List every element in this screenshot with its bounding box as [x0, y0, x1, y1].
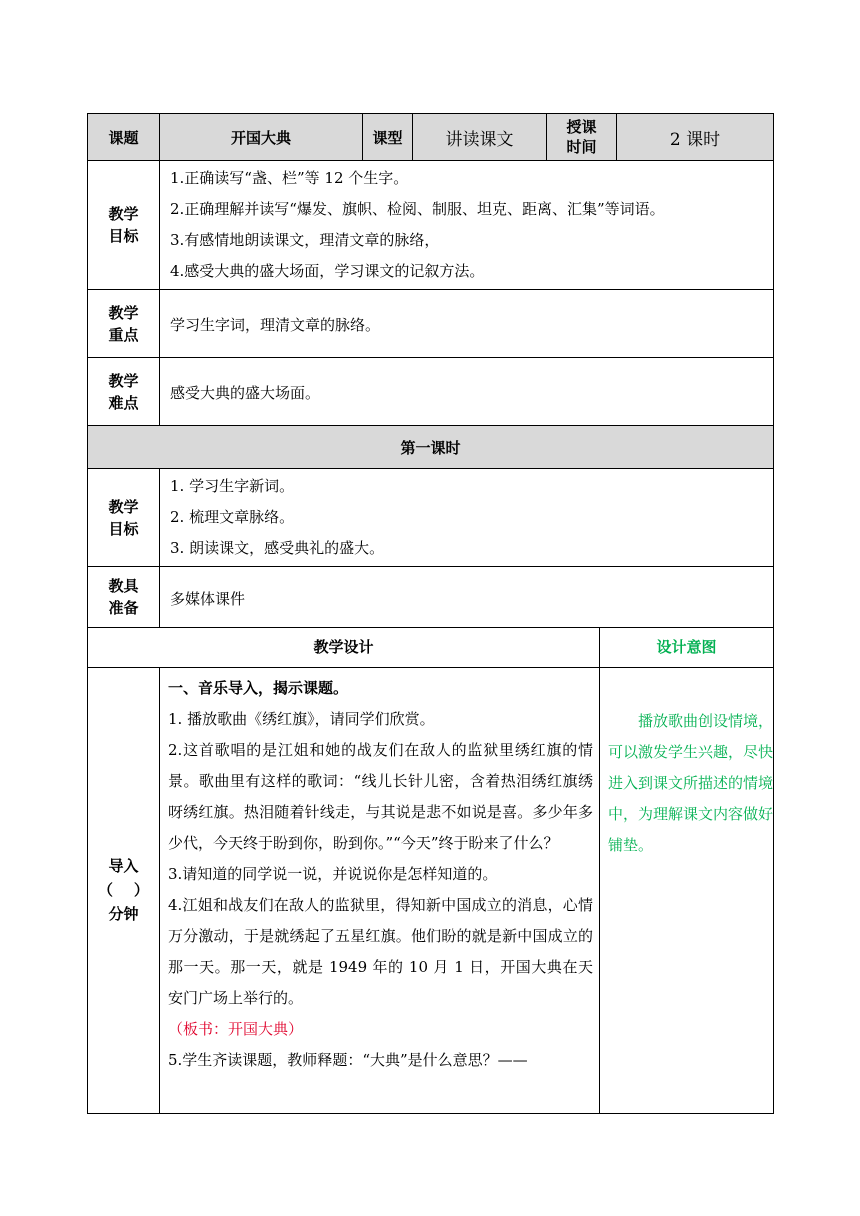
- lesson1-goals-content: [160, 469, 774, 567]
- design-heading: 一、音乐导入，揭示课题。: [168, 678, 349, 697]
- focus-label: [88, 290, 160, 358]
- tools-label-1: 教具: [108, 577, 139, 595]
- design-paragraph: 2.这首歌唱的是江姐和她的战友们在敌人的监狱里绣红旗的情景。歌曲里有这样的歌词：“线儿长针儿密，含着热泪绣红旗绣呀绣红旗。热泪随着针线走，与其说是悲不如说是喜。多少年多少代，今天终于盼到你，盼到你。”“今天”终于盼来了什么？: [168, 740, 594, 852]
- type-label: 课型: [363, 114, 413, 161]
- goals-label-1: 教学: [108, 205, 139, 223]
- tools-content: 多媒体课件: [160, 567, 774, 628]
- focus-row: [88, 290, 774, 358]
- lesson1-goals-label-1: 教学: [108, 497, 139, 516]
- design-paragraph: 1. 播放歌曲《绣红旗》，请同学们欣赏。: [168, 709, 435, 728]
- difficulty-row: [88, 358, 774, 426]
- goal-item: 3.有感情地朗读课文，理清文章的脉络，: [170, 231, 440, 249]
- lesson1-title: 第一课时: [88, 426, 774, 469]
- lesson1-goal-item: 3. 朗读课文，感受典礼的盛大。: [170, 539, 385, 557]
- design-body-row: [88, 667, 774, 1113]
- difficulty-content: 感受大典的盛大场面。: [160, 358, 774, 426]
- design-table: [87, 627, 774, 1114]
- intent-content: 播放歌曲创设情境，可以激发学生兴趣，尽快进入到课文所描述的情境中，为理解课文内容做好铺垫。: [600, 667, 774, 1113]
- type-value: 讲读课文: [413, 114, 547, 161]
- design-paragraph: 3.请知道的同学说一说，并说说你是怎样知道的。: [168, 864, 498, 883]
- lesson1-goals-row: [88, 469, 774, 567]
- lesson-plan-page: [87, 113, 773, 1114]
- design-header: 教学设计: [88, 627, 600, 667]
- lesson1-goal-item: 2. 梳理文章脉络。: [170, 508, 295, 526]
- topic-value: 开国大典: [160, 114, 363, 161]
- design-paragraph: 4.江姐和战友们在敌人的监狱里，得知新中国成立的消息，心情万分激动，于是就绣起了五星红旗。他们盼的就是新中国成立的那一天。那一天，就是 1949 年的 10 月 1 日，开国大典在天安门广场上举行的。: [168, 895, 594, 1007]
- goal-item: 4.感受大典的盛大场面，学习课文的记叙方法。: [170, 262, 485, 280]
- hours-label: [547, 114, 617, 161]
- difficulty-label: [88, 358, 160, 426]
- goals-row: [88, 161, 774, 290]
- header-row: [88, 114, 774, 161]
- intro-label-1: 导入: [108, 857, 139, 875]
- hours-label-line1: 授课: [566, 118, 597, 136]
- design-content: [160, 667, 600, 1113]
- tools-row: [88, 567, 774, 628]
- goals-content: [160, 161, 774, 290]
- goals-label: [88, 161, 160, 290]
- intro-label: [88, 667, 160, 1113]
- board-note: （板书：开国大典）: [168, 1019, 304, 1038]
- topic-label: 课题: [88, 114, 160, 161]
- tools-label-2: 准备: [108, 599, 139, 617]
- difficulty-label-1: 教学: [108, 371, 139, 390]
- hours-value: 2 课时: [617, 114, 774, 161]
- lesson1-title-row: [88, 426, 774, 469]
- goal-item: 1.正确读写“盏、栏”等 12 个生字。: [170, 169, 409, 187]
- intro-label-3: 分钟: [108, 905, 139, 923]
- intent-header: 设计意图: [600, 627, 774, 667]
- tools-label: [88, 567, 160, 628]
- goal-item: 2.正确理解并读写“爆发、旗帜、检阅、制服、坦克、距离、汇集”等词语。: [170, 200, 665, 218]
- lesson-plan-table: [87, 113, 774, 628]
- focus-label-1: 教学: [108, 303, 139, 322]
- lesson1-goals-label: [88, 469, 160, 567]
- focus-label-2: 重点: [108, 325, 139, 344]
- lesson1-goal-item: 1. 学习生字新词。: [170, 477, 295, 495]
- hours-label-line2: 时间: [566, 138, 597, 156]
- design-header-row: [88, 627, 774, 667]
- intro-label-2: （ ）: [98, 881, 149, 899]
- goals-label-2: 目标: [108, 227, 139, 245]
- design-paragraph: 5.学生齐读课题，教师释题：“大典”是什么意思？——: [168, 1050, 528, 1069]
- difficulty-label-2: 难点: [108, 393, 139, 412]
- focus-content: 学习生字词，理清文章的脉络。: [160, 290, 774, 358]
- lesson1-goals-label-2: 目标: [108, 519, 139, 538]
